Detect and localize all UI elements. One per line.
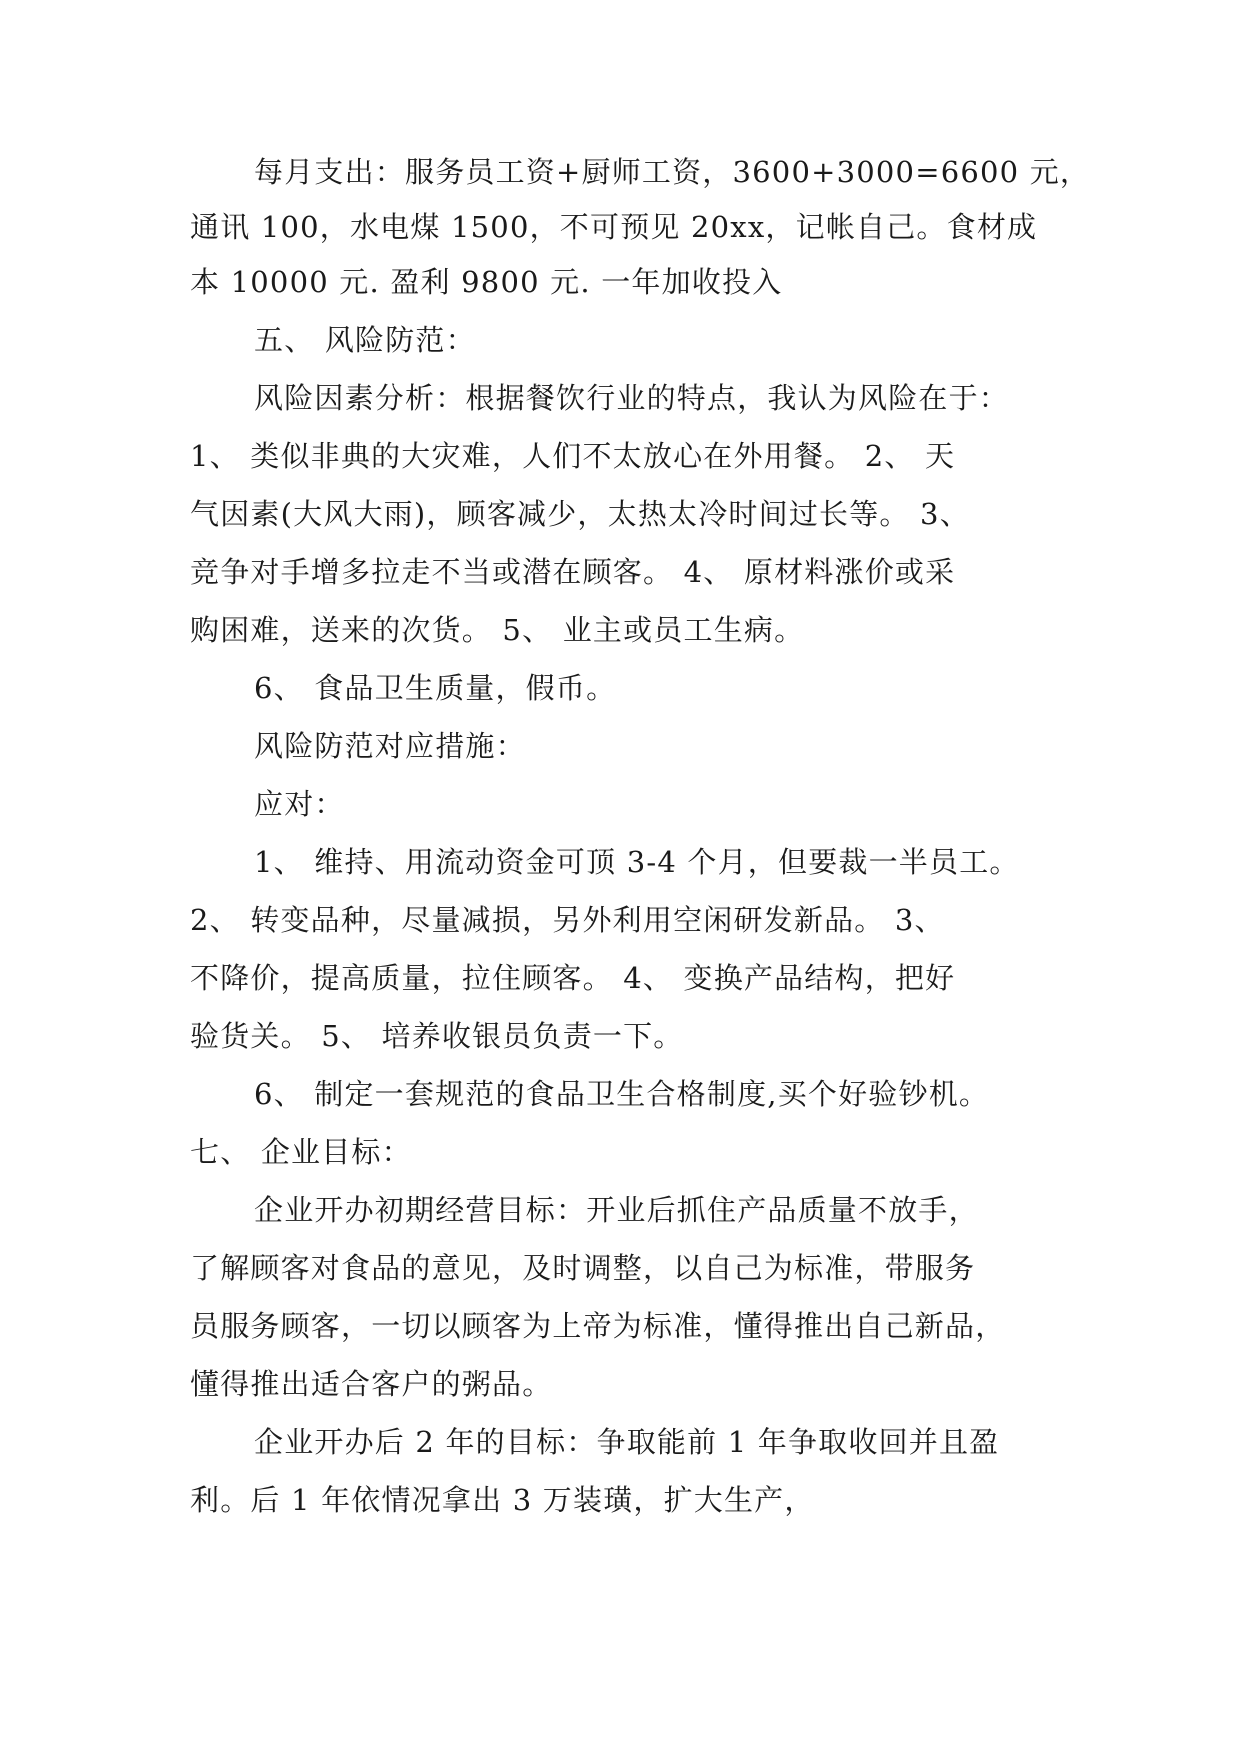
text-line: 购困难，送来的次货。 5、 业主或员工生病。 xyxy=(190,613,805,647)
text-line: 企业开办后 2 年的目标：争取能前 1 年争取收回并且盈 xyxy=(254,1425,1000,1459)
text-line: 本 10000 元. 盈利 9800 元. 一年加收投入 xyxy=(190,265,783,299)
text-line: 6、 食品卫生质量，假币。 xyxy=(254,671,617,705)
text-line: 了解顾客对食品的意见，及时调整，以自己为标准，带服务 xyxy=(190,1251,976,1285)
text-line: 气因素(大风大雨)，顾客减少，太热太冷时间过长等。 3、 xyxy=(190,497,970,531)
text-line: 2、 转变品种，尽量减损，另外利用空闲研发新品。 3、 xyxy=(190,903,945,937)
text-line: 风险防范对应措施： xyxy=(254,729,526,763)
text-line: 企业开办初期经营目标：开业后抓住产品质量不放手， xyxy=(254,1193,979,1227)
text-line: 利。后 1 年依情况拿出 3 万装璜，扩大生产， xyxy=(190,1483,815,1517)
text-line: 不降价，提高质量，拉住顾客。 4、 变换产品结构，把好 xyxy=(190,961,956,995)
text-line: 竞争对手增多拉走不当或潜在顾客。 4、 原材料涨价或采 xyxy=(190,555,956,589)
section-heading: 五、 风险防范： xyxy=(254,323,476,357)
text-line: 每月支出：服务员工资+厨师工资，3600+3000=6600 元， xyxy=(254,155,1091,189)
text-line: 验货关。 5、 培养收银员负责一下。 xyxy=(190,1019,684,1053)
section-heading: 七、 企业目标： xyxy=(190,1135,412,1169)
text-line: 应对： xyxy=(254,787,345,821)
text-line: 1、 类似非典的大灾难，人们不太放心在外用餐。 2、 天 xyxy=(190,439,956,473)
text-line: 员服务顾客，一切以顾客为上帝为标准，懂得推出自己新品， xyxy=(190,1309,1006,1343)
text-line: 通讯 100，水电煤 1500，不可预见 20xx，记帐自己。食材成 xyxy=(190,210,1038,244)
text-line: 懂得推出适合客户的粥品。 xyxy=(190,1367,553,1401)
text-line: 1、 维持、用流动资金可顶 3-4 个月，但要裁一半员工。 xyxy=(254,845,1020,879)
text-line: 6、 制定一套规范的食品卫生合格制度,买个好验钞机。 xyxy=(254,1077,990,1111)
text-line: 风险因素分析：根据餐饮行业的特点，我认为风险在于： xyxy=(254,381,1010,415)
